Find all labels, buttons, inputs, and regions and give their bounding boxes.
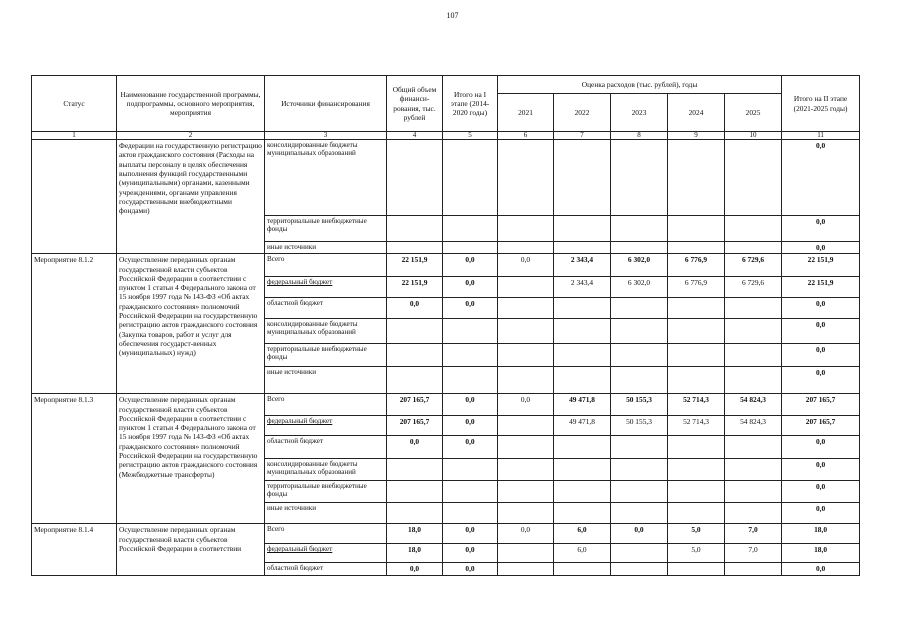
year-2025-cell bbox=[725, 140, 782, 216]
total-volume-cell: 0,0 bbox=[387, 563, 443, 576]
total-volume-cell bbox=[387, 140, 443, 216]
stage2-total-cell: 0,0 bbox=[782, 298, 860, 319]
year-2023-cell bbox=[611, 367, 668, 394]
source-cell: Всего bbox=[265, 524, 387, 544]
year-2025-cell bbox=[725, 344, 782, 367]
total-volume-cell bbox=[387, 216, 443, 242]
header-estimate: Оценка расходов (тыс. рублей), годы bbox=[498, 76, 782, 94]
year-2024-cell bbox=[668, 216, 725, 242]
header-stage1-total: Итого на I этапе (2014-2020 годы) bbox=[443, 76, 498, 132]
column-number: 10 bbox=[725, 132, 782, 140]
year-2021-cell bbox=[498, 319, 554, 344]
year-2022-cell: 49 471,8 bbox=[554, 394, 611, 416]
year-2021-cell bbox=[498, 544, 554, 563]
year-2023-cell: 50 155,3 bbox=[611, 394, 668, 416]
stage2-total-cell: 207 165,7 bbox=[782, 394, 860, 416]
column-number: 1 bbox=[32, 132, 117, 140]
year-2024-cell bbox=[668, 140, 725, 216]
stage2-total-cell: 207 165,7 bbox=[782, 416, 860, 436]
header-year: 2022 bbox=[554, 94, 611, 132]
status-cell bbox=[32, 140, 117, 254]
stage2-total-cell: 0,0 bbox=[782, 140, 860, 216]
stage1-total-cell bbox=[443, 242, 498, 254]
year-2025-cell: 54 824,3 bbox=[725, 416, 782, 436]
total-volume-cell bbox=[387, 367, 443, 394]
year-2022-cell: 6,0 bbox=[554, 524, 611, 544]
year-2025-cell: 7,0 bbox=[725, 544, 782, 563]
stage2-total-cell: 0,0 bbox=[782, 319, 860, 344]
year-2024-cell: 5,0 bbox=[668, 524, 725, 544]
year-2025-cell bbox=[725, 367, 782, 394]
year-2024-cell: 6 776,9 bbox=[668, 277, 725, 298]
year-2024-cell: 5,0 bbox=[668, 544, 725, 563]
year-2022-cell bbox=[554, 140, 611, 216]
total-volume-cell: 207 165,7 bbox=[387, 416, 443, 436]
source-cell: иные источники bbox=[265, 242, 387, 254]
year-2022-cell bbox=[554, 563, 611, 576]
stage1-total-cell: 0,0 bbox=[443, 544, 498, 563]
year-2024-cell bbox=[668, 436, 725, 459]
year-2022-cell bbox=[554, 216, 611, 242]
year-2025-cell bbox=[725, 503, 782, 524]
stage1-total-cell bbox=[443, 216, 498, 242]
stage2-total-cell: 0,0 bbox=[782, 481, 860, 503]
year-2023-cell bbox=[611, 436, 668, 459]
year-2024-cell: 52 714,3 bbox=[668, 394, 725, 416]
total-volume-cell bbox=[387, 503, 443, 524]
year-2021-cell bbox=[498, 459, 554, 481]
stage2-total-cell: 0,0 bbox=[782, 242, 860, 254]
total-volume-cell: 18,0 bbox=[387, 544, 443, 563]
status-cell: Мероприятие 8.1.2 bbox=[32, 254, 117, 394]
year-2022-cell bbox=[554, 319, 611, 344]
year-2021-cell bbox=[498, 503, 554, 524]
description-cell: Осуществление переданных органам государственной власти субъектов Российской Федерации в соответствии с пунктом 1 статьи 4 Федерального закона от 15 ноября 1997 года № 143-ФЗ «Об актах гражданского состояния» полномочий Российской Федерации на государственную регистрацию актов гражданского состояния (Межбюджетные трансферты) bbox=[117, 394, 265, 524]
header-total-volume: Общий объем финанси-рования, тыс. рублей bbox=[387, 76, 443, 132]
total-volume-cell: 207 165,7 bbox=[387, 394, 443, 416]
total-volume-cell: 22 151,9 bbox=[387, 277, 443, 298]
source-cell: консолидированные бюджеты муниципальных образований bbox=[265, 140, 387, 216]
year-2025-cell bbox=[725, 242, 782, 254]
year-2023-cell bbox=[611, 544, 668, 563]
year-2022-cell: 2 343,4 bbox=[554, 277, 611, 298]
year-2023-cell bbox=[611, 459, 668, 481]
year-2025-cell bbox=[725, 216, 782, 242]
description-cell: Федерации на государственную регистрацию актов гражданского состояния (Расходы на выплаты персоналу в целях обеспечения выполнения функций государственными (муниципальными) органами, казенными учреждениями, органами управления государственными внебюджетными фондами) bbox=[117, 140, 265, 254]
year-2024-cell bbox=[668, 344, 725, 367]
stage2-total-cell: 18,0 bbox=[782, 544, 860, 563]
source-cell: Всего bbox=[265, 254, 387, 277]
total-volume-cell: 0,0 bbox=[387, 298, 443, 319]
status-cell: Мероприятие 8.1.3 bbox=[32, 394, 117, 524]
source-cell: иные источники bbox=[265, 503, 387, 524]
header-year: 2024 bbox=[668, 94, 725, 132]
stage1-total-cell bbox=[443, 503, 498, 524]
source-cell: федеральный бюджет bbox=[265, 416, 387, 436]
column-number: 3 bbox=[265, 132, 387, 140]
year-2021-cell bbox=[498, 563, 554, 576]
total-volume-cell bbox=[387, 242, 443, 254]
stage1-total-cell: 0,0 bbox=[443, 254, 498, 277]
year-2023-cell: 50 155,3 bbox=[611, 416, 668, 436]
description-cell: Осуществление переданных органам государственной власти субъектов Российской Федерации в соответствии с пунктом 1 статьи 4 Федерального закона от 15 ноября 1997 года № 143-ФЗ «Об актах гражданского состояния» полномочий Российской Федерации на государственную регистрацию актов гражданского состояния (Закупка товаров, работ и услуг для обеспечения государст-венных (муниципальных) нужд) bbox=[117, 254, 265, 394]
stage1-total-cell bbox=[443, 344, 498, 367]
year-2025-cell bbox=[725, 459, 782, 481]
year-2025-cell: 7,0 bbox=[725, 524, 782, 544]
table-row bbox=[32, 140, 860, 216]
stage1-total-cell: 0,0 bbox=[443, 436, 498, 459]
stage1-total-cell: 0,0 bbox=[443, 524, 498, 544]
year-2021-cell bbox=[498, 140, 554, 216]
year-2023-cell bbox=[611, 216, 668, 242]
year-2023-cell bbox=[611, 344, 668, 367]
year-2024-cell bbox=[668, 319, 725, 344]
table-row bbox=[32, 394, 860, 416]
year-2023-cell: 6 302,0 bbox=[611, 277, 668, 298]
year-2023-cell bbox=[611, 563, 668, 576]
year-2024-cell bbox=[668, 503, 725, 524]
year-2021-cell bbox=[498, 216, 554, 242]
source-cell: областной бюджет bbox=[265, 298, 387, 319]
year-2024-cell bbox=[668, 563, 725, 576]
year-2022-cell bbox=[554, 242, 611, 254]
stage1-total-cell bbox=[443, 367, 498, 394]
year-2022-cell bbox=[554, 481, 611, 503]
source-cell: Всего bbox=[265, 394, 387, 416]
year-2021-cell bbox=[498, 298, 554, 319]
total-volume-cell: 22 151,9 bbox=[387, 254, 443, 277]
year-2021-cell bbox=[498, 367, 554, 394]
source-cell: территориальные внебюджетные фонды bbox=[265, 481, 387, 503]
source-cell: территориальные внебюджетные фонды bbox=[265, 216, 387, 242]
column-number: 11 bbox=[782, 132, 860, 140]
source-cell: консолидированные бюджеты муниципальных образований bbox=[265, 459, 387, 481]
year-2025-cell bbox=[725, 481, 782, 503]
year-2021-cell: 0,0 bbox=[498, 524, 554, 544]
stage2-total-cell: 0,0 bbox=[782, 436, 860, 459]
column-number: 8 bbox=[611, 132, 668, 140]
stage1-total-cell: 0,0 bbox=[443, 416, 498, 436]
source-cell: территориальные внебюджетные фонды bbox=[265, 344, 387, 367]
year-2025-cell: 6 729,6 bbox=[725, 254, 782, 277]
year-2022-cell bbox=[554, 367, 611, 394]
column-number: 6 bbox=[498, 132, 554, 140]
year-2024-cell bbox=[668, 242, 725, 254]
year-2022-cell bbox=[554, 503, 611, 524]
year-2025-cell: 6 729,6 bbox=[725, 277, 782, 298]
column-number: 7 bbox=[554, 132, 611, 140]
year-2025-cell: 54 824,3 bbox=[725, 394, 782, 416]
year-2022-cell bbox=[554, 344, 611, 367]
year-2022-cell: 6,0 bbox=[554, 544, 611, 563]
budget-table bbox=[31, 75, 860, 576]
column-number: 9 bbox=[668, 132, 725, 140]
header-year: 2023 bbox=[611, 94, 668, 132]
header-year: 2025 bbox=[725, 94, 782, 132]
stage2-total-cell: 0,0 bbox=[782, 344, 860, 367]
source-cell: областной бюджет bbox=[265, 436, 387, 459]
stage1-total-cell: 0,0 bbox=[443, 563, 498, 576]
stage1-total-cell bbox=[443, 319, 498, 344]
year-2021-cell: 0,0 bbox=[498, 394, 554, 416]
year-2021-cell bbox=[498, 436, 554, 459]
stage1-total-cell bbox=[443, 140, 498, 216]
year-2024-cell bbox=[668, 298, 725, 319]
total-volume-cell bbox=[387, 319, 443, 344]
year-2021-cell bbox=[498, 242, 554, 254]
year-2023-cell: 6 302,0 bbox=[611, 254, 668, 277]
budget-table-body bbox=[32, 140, 860, 576]
stage1-total-cell: 0,0 bbox=[443, 394, 498, 416]
stage2-total-cell: 18,0 bbox=[782, 524, 860, 544]
source-cell: федеральный бюджет bbox=[265, 544, 387, 563]
stage2-total-cell: 22 151,9 bbox=[782, 254, 860, 277]
stage2-total-cell: 0,0 bbox=[782, 563, 860, 576]
year-2024-cell bbox=[668, 459, 725, 481]
year-2025-cell bbox=[725, 319, 782, 344]
year-2021-cell bbox=[498, 416, 554, 436]
stage2-total-cell: 0,0 bbox=[782, 367, 860, 394]
year-2021-cell bbox=[498, 344, 554, 367]
year-2022-cell bbox=[554, 459, 611, 481]
total-volume-cell: 18,0 bbox=[387, 524, 443, 544]
stage2-total-cell: 0,0 bbox=[782, 459, 860, 481]
status-cell: Мероприятие 8.1.4 bbox=[32, 524, 117, 576]
header-year: 2021 bbox=[498, 94, 554, 132]
total-volume-cell bbox=[387, 459, 443, 481]
stage2-total-cell: 0,0 bbox=[782, 503, 860, 524]
year-2024-cell bbox=[668, 367, 725, 394]
year-2023-cell bbox=[611, 140, 668, 216]
year-2021-cell bbox=[498, 481, 554, 503]
stage1-total-cell bbox=[443, 459, 498, 481]
year-2022-cell bbox=[554, 436, 611, 459]
year-2024-cell bbox=[668, 481, 725, 503]
total-volume-cell bbox=[387, 481, 443, 503]
stage1-total-cell: 0,0 bbox=[443, 298, 498, 319]
year-2022-cell: 49 471,8 bbox=[554, 416, 611, 436]
stage1-total-cell: 0,0 bbox=[443, 277, 498, 298]
column-number: 5 bbox=[443, 132, 498, 140]
source-cell: федеральный бюджет bbox=[265, 277, 387, 298]
header-name: Наименование государственной программы, подпрограммы, основного мероприятия, мероприятия bbox=[117, 76, 265, 132]
source-cell: консолидированные бюджеты муниципальных образований bbox=[265, 319, 387, 344]
stage2-total-cell: 0,0 bbox=[782, 216, 860, 242]
year-2023-cell bbox=[611, 242, 668, 254]
page-number: 107 bbox=[446, 11, 459, 20]
source-cell: областной бюджет bbox=[265, 563, 387, 576]
stage1-total-cell bbox=[443, 481, 498, 503]
header-status: Статус bbox=[32, 76, 117, 132]
year-2025-cell bbox=[725, 436, 782, 459]
total-volume-cell: 0,0 bbox=[387, 436, 443, 459]
year-2025-cell bbox=[725, 563, 782, 576]
year-2021-cell: 0,0 bbox=[498, 254, 554, 277]
year-2022-cell bbox=[554, 298, 611, 319]
year-2023-cell bbox=[611, 298, 668, 319]
table-row bbox=[32, 254, 860, 277]
source-cell: иные источники bbox=[265, 367, 387, 394]
year-2025-cell bbox=[725, 298, 782, 319]
year-2022-cell: 2 343,4 bbox=[554, 254, 611, 277]
total-volume-cell bbox=[387, 344, 443, 367]
stage2-total-cell: 22 151,9 bbox=[782, 277, 860, 298]
header-stage2-total: Итого на II этапе (2021-2025 годы) bbox=[782, 76, 860, 132]
year-2023-cell bbox=[611, 503, 668, 524]
description-cell: Осуществление переданных органам государственной власти субъектов Российской Федерации в соответствии bbox=[117, 524, 265, 576]
column-number: 4 bbox=[387, 132, 443, 140]
year-2023-cell bbox=[611, 481, 668, 503]
year-2023-cell: 0,0 bbox=[611, 524, 668, 544]
year-2021-cell bbox=[498, 277, 554, 298]
table-row bbox=[32, 524, 860, 544]
header-sources: Источники финансирования bbox=[265, 76, 387, 132]
year-2024-cell: 52 714,3 bbox=[668, 416, 725, 436]
year-2023-cell bbox=[611, 319, 668, 344]
column-number: 2 bbox=[117, 132, 265, 140]
year-2024-cell: 6 776,9 bbox=[668, 254, 725, 277]
